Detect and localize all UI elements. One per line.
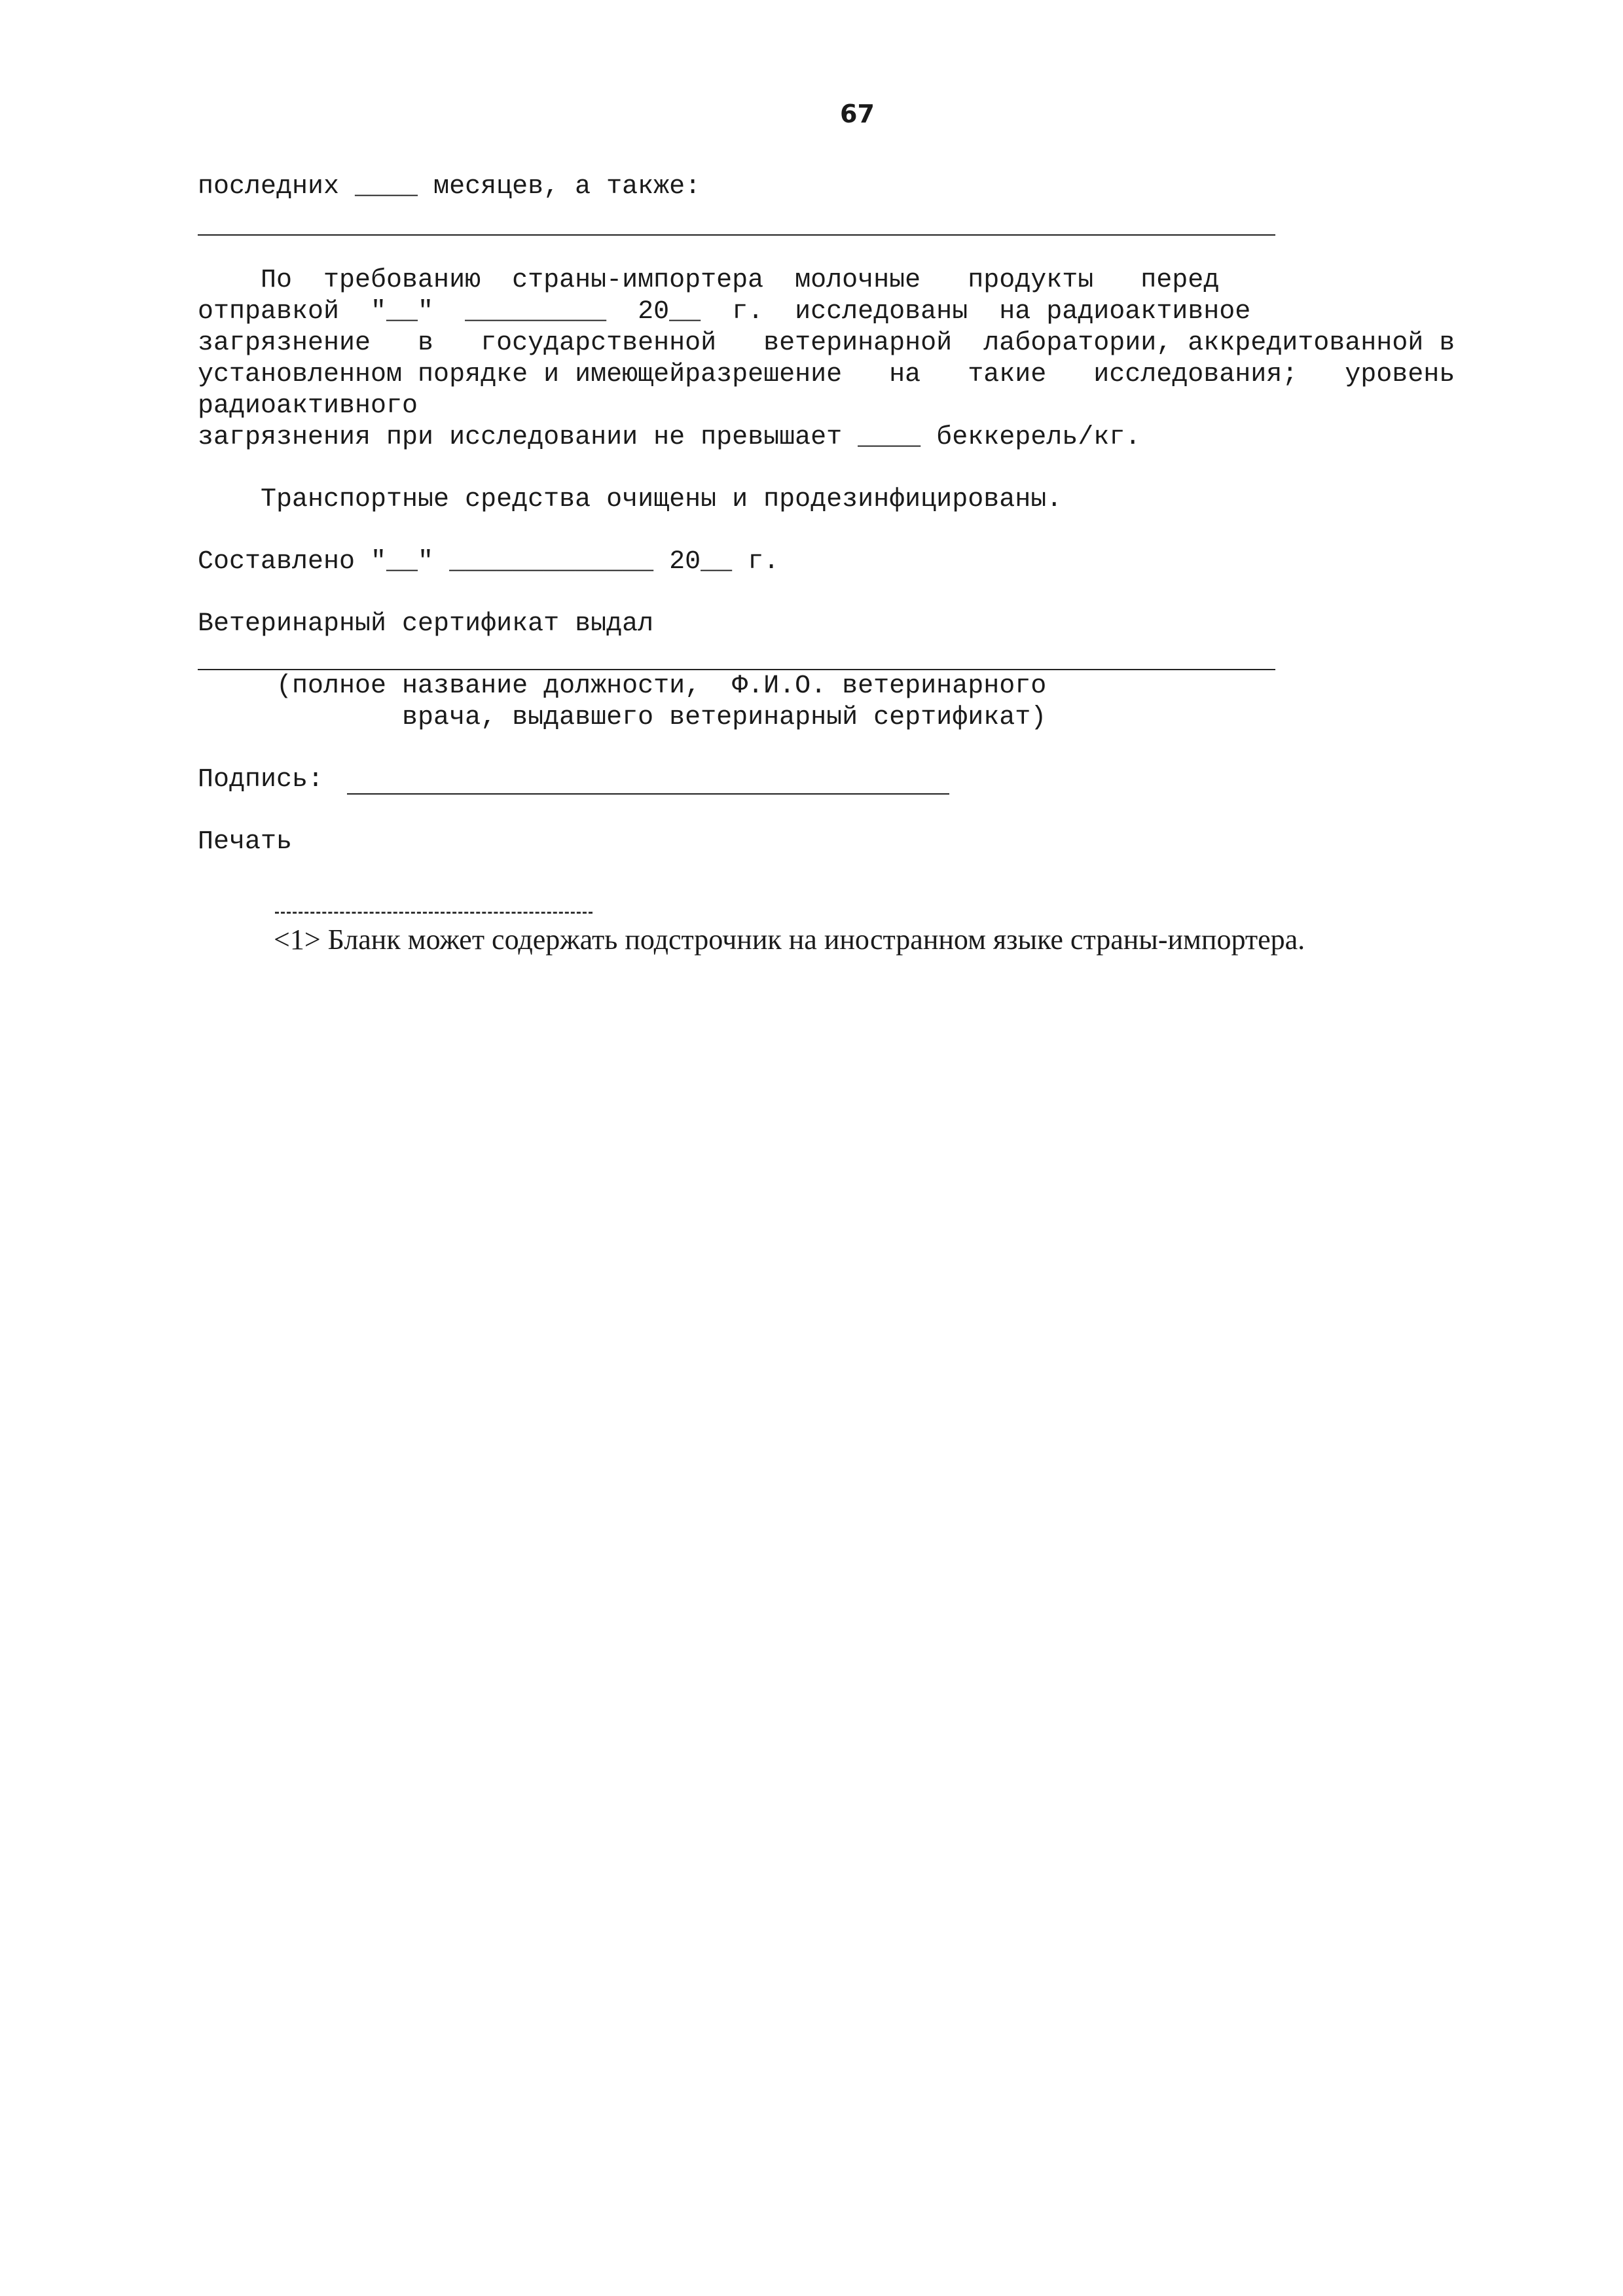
- stamp-label: Печать: [198, 827, 293, 857]
- signature-line: [347, 793, 949, 795]
- signature-label: Подпись:: [198, 765, 324, 795]
- months-line: последних ____ месяцев, а также:: [198, 172, 701, 202]
- position-hint-line-1: (полное название должности, Ф.И.О. ветеринарного: [198, 672, 1047, 701]
- blank-line-also: [198, 234, 1275, 236]
- research-line-1: По требованию страны-импортера молочные продукты перед: [198, 266, 1220, 295]
- transport-statement: Транспортные средства очищены и продезинфицированы.: [198, 485, 1063, 514]
- footnote-text: <1> Бланк может содержать подстрочник на иностранном языке страны-импортера.: [274, 924, 1305, 956]
- research-line-4: установленном порядке и имеющейразрешение на такие исследования; уровень: [198, 360, 1455, 389]
- research-line-2: отправкой "__" _________ 20__ г. исследованы на радиоактивное: [198, 297, 1251, 327]
- research-line-3: загрязнение в государственной ветеринарной лаборатории, аккредитованной в: [198, 329, 1455, 358]
- position-hint-line-2: врача, выдавшего ветеринарный сертификат): [198, 703, 1047, 732]
- research-line-5: радиоактивного: [198, 391, 418, 421]
- composed-date-line: Составлено "__" _____________ 20__ г.: [198, 547, 780, 577]
- research-line-6: загрязнения при исследовании не превышает ____ беккерель/кг.: [198, 423, 1141, 452]
- blank-line-issuer: [198, 669, 1275, 670]
- page-number: 67: [840, 99, 875, 128]
- issued-by-label: Ветеринарный сертификат выдал: [198, 609, 654, 639]
- footnote-separator: [275, 912, 593, 914]
